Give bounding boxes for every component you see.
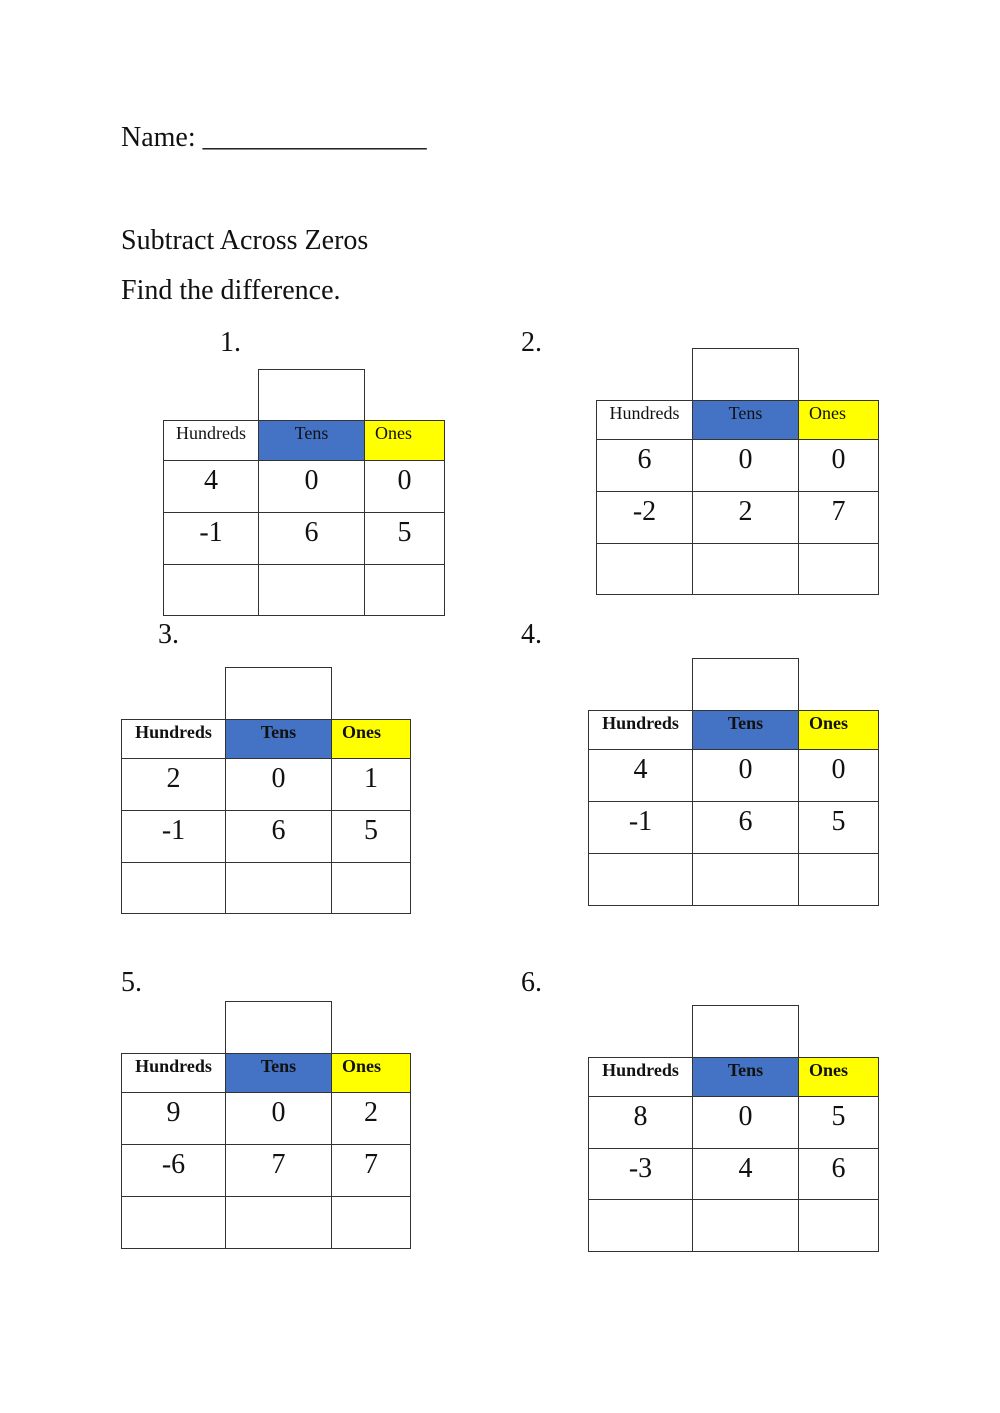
problem-number: 1.	[220, 327, 241, 358]
bottom-digit-ones: 7	[331, 1144, 411, 1197]
answer-cell-tens[interactable]	[225, 1196, 332, 1249]
top-digit-hundreds: 4	[588, 749, 693, 802]
bottom-digit-ones: 5	[364, 512, 445, 565]
problem-number: 5.	[121, 967, 142, 998]
header-hundreds: Hundreds	[588, 710, 693, 750]
header-hundreds: Hundreds	[121, 719, 226, 759]
answer-cell-tens[interactable]	[692, 543, 799, 595]
header-hundreds: Hundreds	[588, 1057, 693, 1097]
header-tens: Tens	[225, 719, 332, 759]
top-digit-ones: 2	[331, 1092, 411, 1145]
problem-number: 3.	[158, 619, 179, 650]
answer-cell-ones[interactable]	[798, 543, 879, 595]
regroup-box[interactable]	[225, 1001, 332, 1054]
bottom-digit-tens: 7	[225, 1144, 332, 1197]
header-ones: Ones	[798, 1057, 879, 1097]
answer-cell-hundreds[interactable]	[596, 543, 693, 595]
answer-cell-hundreds[interactable]	[163, 564, 259, 616]
bottom-digit-ones: 5	[331, 810, 411, 863]
regroup-box[interactable]	[225, 667, 332, 720]
bottom-digit-tens: 2	[692, 491, 799, 544]
answer-cell-tens[interactable]	[692, 1199, 799, 1252]
top-digit-hundreds: 6	[596, 439, 693, 492]
answer-cell-ones[interactable]	[364, 564, 445, 616]
header-tens: Tens	[692, 1057, 799, 1097]
name-field[interactable]: Name: ________________	[121, 122, 427, 153]
worksheet-title: Subtract Across Zeros	[121, 225, 369, 256]
answer-cell-hundreds[interactable]	[588, 853, 693, 906]
header-hundreds: Hundreds	[596, 400, 693, 440]
regroup-box[interactable]	[258, 369, 365, 421]
top-digit-hundreds: 8	[588, 1096, 693, 1149]
top-digit-ones: 1	[331, 758, 411, 811]
bottom-digit-tens: 6	[225, 810, 332, 863]
header-ones: Ones	[331, 1053, 411, 1093]
top-digit-hundreds: 4	[163, 460, 259, 513]
answer-cell-tens[interactable]	[225, 862, 332, 914]
problem-number: 6.	[521, 967, 542, 998]
header-tens: Tens	[258, 420, 365, 461]
header-hundreds: Hundreds	[121, 1053, 226, 1093]
answer-cell-ones[interactable]	[798, 853, 879, 906]
top-digit-tens: 0	[225, 758, 332, 811]
problem-number: 2.	[521, 327, 542, 358]
top-digit-hundreds: 9	[121, 1092, 226, 1145]
top-digit-tens: 0	[692, 1096, 799, 1149]
answer-cell-tens[interactable]	[258, 564, 365, 616]
top-digit-tens: 0	[225, 1092, 332, 1145]
answer-cell-hundreds[interactable]	[588, 1199, 693, 1252]
answer-cell-ones[interactable]	[798, 1199, 879, 1252]
bottom-digit-tens: 4	[692, 1148, 799, 1200]
answer-cell-hundreds[interactable]	[121, 862, 226, 914]
regroup-box[interactable]	[692, 658, 799, 711]
header-hundreds: Hundreds	[163, 420, 259, 461]
regroup-box[interactable]	[692, 348, 799, 401]
header-tens: Tens	[692, 710, 799, 750]
answer-cell-ones[interactable]	[331, 862, 411, 914]
bottom-digit-hundreds: -1	[121, 810, 226, 863]
regroup-box[interactable]	[692, 1005, 799, 1058]
top-digit-tens: 0	[258, 460, 365, 513]
header-tens: Tens	[692, 400, 799, 440]
header-tens: Tens	[225, 1053, 332, 1093]
bottom-digit-hundreds: -1	[588, 801, 693, 854]
header-ones: Ones	[798, 400, 879, 440]
header-ones: Ones	[364, 420, 445, 461]
top-digit-ones: 0	[798, 439, 879, 492]
bottom-digit-tens: 6	[692, 801, 799, 854]
bottom-digit-ones: 7	[798, 491, 879, 544]
top-digit-tens: 0	[692, 439, 799, 492]
bottom-digit-ones: 5	[798, 801, 879, 854]
top-digit-hundreds: 2	[121, 758, 226, 811]
header-ones: Ones	[798, 710, 879, 750]
bottom-digit-hundreds: -6	[121, 1144, 226, 1197]
answer-cell-ones[interactable]	[331, 1196, 411, 1249]
answer-cell-tens[interactable]	[692, 853, 799, 906]
top-digit-ones: 5	[798, 1096, 879, 1149]
answer-cell-hundreds[interactable]	[121, 1196, 226, 1249]
bottom-digit-ones: 6	[798, 1148, 879, 1200]
header-ones: Ones	[331, 719, 411, 759]
instruction: Find the difference.	[121, 275, 341, 306]
bottom-digit-hundreds: -2	[596, 491, 693, 544]
bottom-digit-tens: 6	[258, 512, 365, 565]
bottom-digit-hundreds: -3	[588, 1148, 693, 1200]
top-digit-ones: 0	[798, 749, 879, 802]
bottom-digit-hundreds: -1	[163, 512, 259, 565]
problem-number: 4.	[521, 619, 542, 650]
top-digit-ones: 0	[364, 460, 445, 513]
top-digit-tens: 0	[692, 749, 799, 802]
